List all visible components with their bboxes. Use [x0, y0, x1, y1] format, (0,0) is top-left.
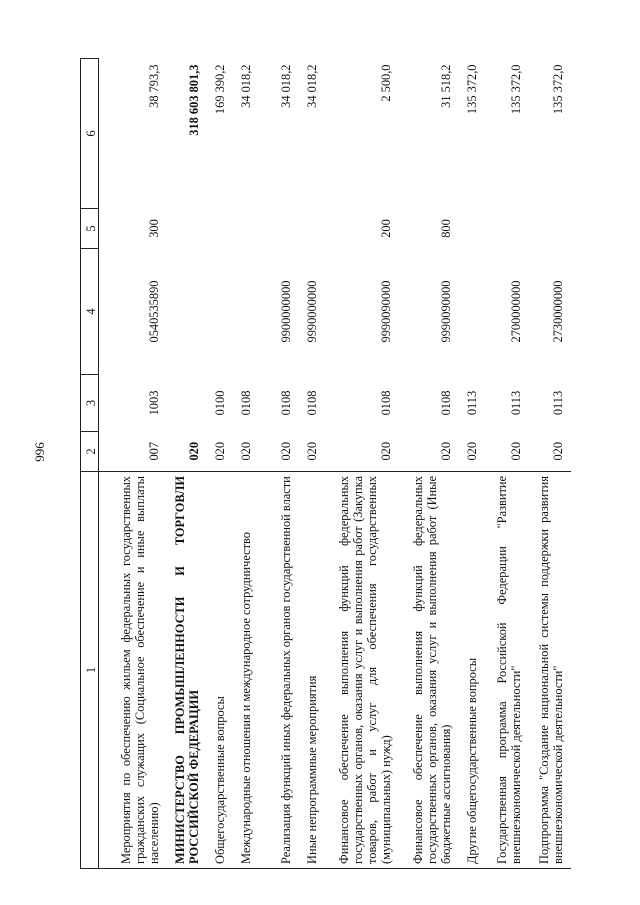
- row-amount: 34 018,2: [304, 64, 319, 108]
- row-code-3: 0113: [464, 390, 479, 416]
- row-name: Финансовое обеспечение выполнения функций федеральных государственных органов, оказания услуг и выполнения работ (Иные бюджетные ассигнования): [393, 472, 453, 869]
- row-code-4: 9990090000: [378, 280, 393, 343]
- row-code-5: [523, 209, 571, 249]
- row-code-2: 020: [378, 441, 393, 461]
- table-row: [453, 59, 479, 869]
- row-name: МИНИСТЕРСТВО ПРОМЫШЛЕННОСТИ И ТОРГОВЛИ РОССИЙСКОЙ ФЕДЕРАЦИИ: [161, 472, 201, 869]
- row-code-2: 020: [186, 441, 201, 461]
- row-name: Общегосударственные вопросы: [201, 472, 227, 869]
- table-row: [201, 59, 227, 869]
- row-code-3: 0108: [238, 390, 253, 416]
- header-row: [81, 59, 99, 869]
- row-amount: 169 390,2: [212, 64, 227, 115]
- row-code-5: [227, 209, 253, 249]
- row-code-4: 9900000000: [278, 280, 293, 343]
- table-row: [161, 59, 201, 869]
- row-code-4: 9990000000: [304, 280, 319, 343]
- header-col-3: 3: [81, 375, 99, 432]
- row-code-2: 020: [212, 441, 227, 461]
- row-code-5: [453, 209, 479, 249]
- header-col-6: 6: [81, 59, 99, 209]
- row-amount: 2 500,0: [378, 64, 393, 102]
- row-amount: 34 018,2: [238, 64, 253, 108]
- row-code-3: 0108: [304, 390, 319, 416]
- row-code-4: 2700000000: [508, 280, 523, 343]
- row-amount: 31 518,2: [438, 64, 453, 108]
- table-row: [253, 59, 293, 869]
- row-code-3: [161, 375, 201, 432]
- row-code-4: 2730000000: [550, 280, 565, 343]
- budget-table-rotated: [80, 59, 610, 869]
- row-code-2: 020: [464, 441, 479, 461]
- table-row: [479, 59, 523, 869]
- row-code-2: 007: [146, 441, 161, 461]
- row-amount: 135 372,0: [464, 64, 479, 115]
- row-code-2: 020: [550, 441, 565, 461]
- row-code-3: 0113: [508, 390, 523, 416]
- row-code-3: 1003: [146, 390, 161, 416]
- row-amount: 34 018,2: [278, 64, 293, 108]
- row-name: Международные отношения и международное сотрудничество: [227, 472, 253, 869]
- header-col-4: 4: [81, 249, 99, 375]
- row-name: Реализация функций иных федеральных органов государственной власти: [253, 472, 293, 869]
- header-col-1: 1: [81, 472, 99, 869]
- row-code-5: [293, 209, 319, 249]
- table-row: [227, 59, 253, 869]
- row-code-5: [479, 209, 523, 249]
- row-code-3: 0108: [278, 390, 293, 416]
- row-code-4: [161, 249, 201, 375]
- row-code-4: [453, 249, 479, 375]
- row-name: Государственная программа Российской Федерации "Развитие внешнеэкономической деятельности": [479, 472, 523, 869]
- row-code-3: 0108: [378, 390, 393, 416]
- row-amount: 135 372,0: [550, 64, 565, 115]
- row-code-4: [201, 249, 227, 375]
- row-code-2: 020: [304, 441, 319, 461]
- row-code-5: [201, 209, 227, 249]
- table-row: [319, 59, 393, 869]
- row-name: Финансовое обеспечение выполнения функций федеральных государственных органов, оказания услуг и выполнения работ (Закупка товаров, работ и услуг для обеспечения государственных (муниципальных) нужд): [319, 472, 393, 869]
- table-row: [293, 59, 319, 869]
- row-name: Подпрограмма "Создание национальной системы поддержки развития внешнеэкономической деятельности": [523, 472, 571, 869]
- row-code-5: 300: [146, 219, 161, 238]
- row-amount: 318 603 801,3: [186, 64, 201, 136]
- row-code-5: [161, 209, 201, 249]
- row-code-3: 0113: [550, 390, 565, 416]
- row-name: Мероприятия по обеспечению жильем федеральных государственных гражданских служащих (Социальное обеспечение и иные выплаты населению): [99, 472, 161, 869]
- row-code-5: 800: [438, 219, 453, 238]
- row-code-2: 020: [238, 441, 253, 461]
- table-row: [99, 59, 161, 869]
- row-code-5: [253, 209, 293, 249]
- row-code-2: 020: [508, 441, 523, 461]
- row-code-4: [227, 249, 253, 375]
- row-amount: 135 372,0: [508, 64, 523, 115]
- row-code-2: 020: [438, 441, 453, 461]
- table-row: [393, 59, 453, 869]
- page-number-wrap: [32, 442, 47, 462]
- row-code-3: 0100: [212, 390, 227, 416]
- header-col-2: 2: [81, 432, 99, 472]
- row-code-2: 020: [278, 441, 293, 461]
- budget-table: [80, 58, 571, 869]
- row-code-3: 0108: [438, 390, 453, 416]
- row-name: Иные непрограммные мероприятия: [293, 472, 319, 869]
- row-code-4: 0540535890: [146, 280, 161, 343]
- table-row: [523, 59, 571, 869]
- row-code-4: 9990090000: [438, 280, 453, 343]
- page-number: 996: [32, 442, 47, 462]
- row-amount: 38 793,3: [146, 64, 161, 108]
- row-name: Другие общегосударственные вопросы: [453, 472, 479, 869]
- row-code-5: 200: [378, 219, 393, 238]
- header-col-5: 5: [81, 209, 99, 249]
